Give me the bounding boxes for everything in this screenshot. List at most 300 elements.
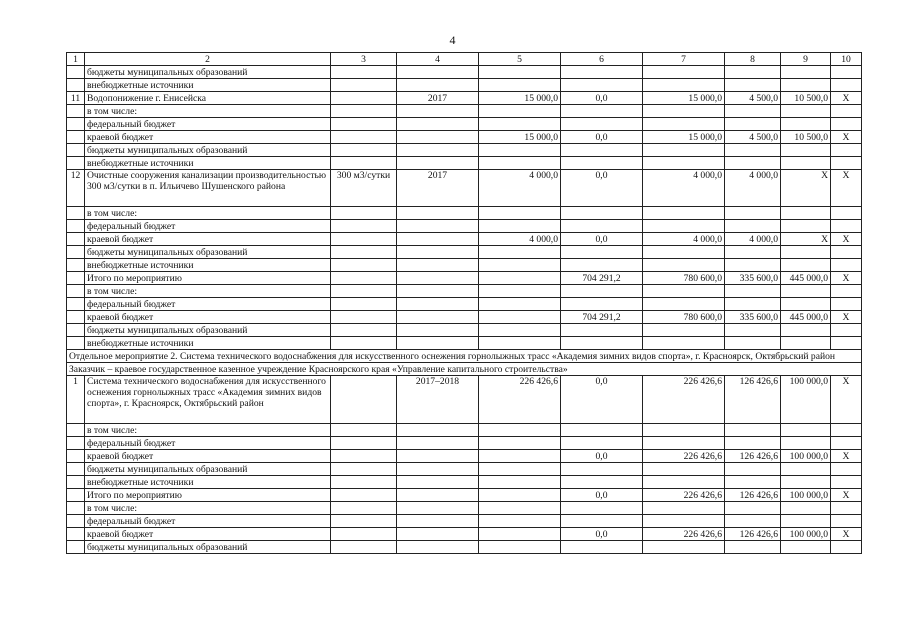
table-cell bbox=[561, 424, 643, 437]
table-cell: в том числе: bbox=[85, 105, 331, 118]
table-cell bbox=[67, 541, 85, 554]
table-cell: 15 000,0 bbox=[643, 131, 725, 144]
table-cell bbox=[781, 157, 831, 170]
table-cell bbox=[397, 437, 479, 450]
table-cell bbox=[781, 66, 831, 79]
table-cell bbox=[831, 437, 862, 450]
table-row bbox=[67, 450, 862, 463]
table-row bbox=[67, 311, 862, 324]
table-cell bbox=[781, 515, 831, 528]
table-cell bbox=[397, 528, 479, 541]
table-cell: 0,0 bbox=[561, 376, 643, 424]
table-cell: 10 500,0 bbox=[781, 131, 831, 144]
table-cell bbox=[67, 437, 85, 450]
table-cell: 126 426,6 bbox=[725, 376, 781, 424]
table-cell bbox=[397, 298, 479, 311]
table-cell: 126 426,6 bbox=[725, 528, 781, 541]
table-cell bbox=[397, 207, 479, 220]
table-cell: краевой бюджет bbox=[85, 528, 331, 541]
table-cell bbox=[397, 272, 479, 285]
table-row bbox=[67, 144, 862, 157]
table-cell bbox=[67, 79, 85, 92]
table-row bbox=[67, 131, 862, 144]
table-cell bbox=[479, 489, 561, 502]
table-cell: 4 500,0 bbox=[725, 131, 781, 144]
table-cell bbox=[561, 337, 643, 350]
table-cell bbox=[331, 79, 397, 92]
table-cell bbox=[331, 246, 397, 259]
table-cell bbox=[725, 118, 781, 131]
table-body bbox=[67, 53, 862, 554]
table-cell bbox=[643, 157, 725, 170]
table-cell bbox=[643, 541, 725, 554]
table-cell: 335 600,0 bbox=[725, 311, 781, 324]
section-title: Заказчик – краевое государственное казенное учреждение Красноярского края «Управление капитального строительства» bbox=[67, 363, 862, 376]
table-cell bbox=[397, 311, 479, 324]
table-cell bbox=[643, 79, 725, 92]
table-cell: краевой бюджет bbox=[85, 131, 331, 144]
table-cell bbox=[331, 541, 397, 554]
table-row bbox=[67, 170, 862, 207]
table-cell bbox=[643, 246, 725, 259]
table-cell: Х bbox=[831, 376, 862, 424]
table-cell bbox=[781, 324, 831, 337]
table-cell bbox=[397, 285, 479, 298]
table-cell bbox=[831, 220, 862, 233]
table-cell bbox=[561, 79, 643, 92]
table-cell bbox=[397, 502, 479, 515]
table-cell bbox=[67, 285, 85, 298]
table-cell bbox=[831, 259, 862, 272]
table-cell bbox=[643, 463, 725, 476]
table-cell: Х bbox=[831, 131, 862, 144]
table-row bbox=[67, 376, 862, 424]
table-cell: краевой бюджет bbox=[85, 233, 331, 246]
table-cell bbox=[479, 502, 561, 515]
table-cell bbox=[397, 131, 479, 144]
table-cell bbox=[397, 489, 479, 502]
table-cell: 10 500,0 bbox=[781, 92, 831, 105]
table-cell: Х bbox=[781, 170, 831, 207]
table-cell bbox=[479, 424, 561, 437]
table-cell: 0,0 bbox=[561, 131, 643, 144]
table-row bbox=[67, 259, 862, 272]
table-cell: Очистные сооружения канализации производительностью 300 м3/сутки в п. Ильичево Шушенского района bbox=[85, 170, 331, 207]
table-cell bbox=[479, 285, 561, 298]
table-cell bbox=[397, 337, 479, 350]
table-cell bbox=[331, 476, 397, 489]
table-cell: бюджеты муниципальных образований bbox=[85, 541, 331, 554]
table-cell bbox=[643, 285, 725, 298]
table-cell bbox=[561, 144, 643, 157]
table-cell: 780 600,0 bbox=[643, 272, 725, 285]
table-cell bbox=[831, 298, 862, 311]
table-cell bbox=[67, 157, 85, 170]
table-cell bbox=[643, 105, 725, 118]
table-cell bbox=[331, 233, 397, 246]
table-cell: внебюджетные источники bbox=[85, 337, 331, 350]
header-cell: 9 bbox=[781, 53, 831, 66]
section-row bbox=[67, 350, 862, 363]
table-cell bbox=[67, 528, 85, 541]
table-row bbox=[67, 502, 862, 515]
table-cell bbox=[479, 311, 561, 324]
table-cell bbox=[725, 79, 781, 92]
table-cell bbox=[643, 207, 725, 220]
table-cell bbox=[67, 233, 85, 246]
table-cell bbox=[561, 66, 643, 79]
table-cell bbox=[561, 285, 643, 298]
table-cell bbox=[67, 118, 85, 131]
table-cell: 2017–2018 bbox=[397, 376, 479, 424]
table-cell: Х bbox=[831, 233, 862, 246]
table-cell: федеральный бюджет bbox=[85, 298, 331, 311]
table-cell bbox=[781, 207, 831, 220]
table-cell bbox=[725, 476, 781, 489]
table-cell bbox=[331, 376, 397, 424]
table-cell bbox=[725, 66, 781, 79]
table-cell bbox=[725, 324, 781, 337]
table-cell bbox=[781, 79, 831, 92]
table-cell bbox=[479, 515, 561, 528]
table-cell: 0,0 bbox=[561, 489, 643, 502]
table-cell bbox=[67, 476, 85, 489]
table-cell: 780 600,0 bbox=[643, 311, 725, 324]
table-row bbox=[67, 220, 862, 233]
table-cell bbox=[67, 66, 85, 79]
table-cell bbox=[725, 207, 781, 220]
table-cell: 11 bbox=[67, 92, 85, 105]
table-cell: 4 000,0 bbox=[643, 233, 725, 246]
table-cell bbox=[561, 324, 643, 337]
table-cell bbox=[479, 337, 561, 350]
table-cell: Х bbox=[781, 233, 831, 246]
table-cell bbox=[643, 424, 725, 437]
table-cell bbox=[331, 118, 397, 131]
table-cell bbox=[781, 463, 831, 476]
table-cell bbox=[561, 259, 643, 272]
section-row bbox=[67, 363, 862, 376]
table-cell: внебюджетные источники bbox=[85, 476, 331, 489]
table-cell bbox=[725, 541, 781, 554]
table-cell bbox=[781, 105, 831, 118]
table-cell: краевой бюджет bbox=[85, 450, 331, 463]
table-cell bbox=[479, 476, 561, 489]
table-row bbox=[67, 528, 862, 541]
table-cell: краевой бюджет bbox=[85, 311, 331, 324]
table-cell bbox=[781, 144, 831, 157]
table-cell bbox=[831, 157, 862, 170]
table-cell: в том числе: bbox=[85, 207, 331, 220]
table-cell: внебюджетные источники bbox=[85, 79, 331, 92]
table-cell bbox=[479, 118, 561, 131]
table-cell: в том числе: bbox=[85, 502, 331, 515]
table-cell bbox=[67, 450, 85, 463]
table-cell: 15 000,0 bbox=[643, 92, 725, 105]
table-cell bbox=[781, 285, 831, 298]
table-cell bbox=[831, 515, 862, 528]
table-cell: Х bbox=[831, 311, 862, 324]
table-cell: бюджеты муниципальных образований bbox=[85, 324, 331, 337]
table-cell bbox=[331, 489, 397, 502]
table-cell: в том числе: bbox=[85, 424, 331, 437]
table-cell bbox=[725, 285, 781, 298]
table-cell bbox=[831, 424, 862, 437]
table-cell: 226 426,6 bbox=[643, 528, 725, 541]
table-cell: 0,0 bbox=[561, 233, 643, 246]
table-cell bbox=[397, 105, 479, 118]
table-row bbox=[67, 66, 862, 79]
table-cell: 100 000,0 bbox=[781, 450, 831, 463]
table-cell: 704 291,2 bbox=[561, 272, 643, 285]
table-cell bbox=[725, 463, 781, 476]
table-cell bbox=[331, 285, 397, 298]
header-cell: 5 bbox=[479, 53, 561, 66]
table-cell: 4 500,0 bbox=[725, 92, 781, 105]
table-cell: 100 000,0 bbox=[781, 489, 831, 502]
table-cell bbox=[67, 220, 85, 233]
table-cell bbox=[479, 298, 561, 311]
table-cell: внебюджетные источники bbox=[85, 259, 331, 272]
table-cell bbox=[643, 337, 725, 350]
table-cell bbox=[781, 541, 831, 554]
table-cell bbox=[643, 259, 725, 272]
table-cell bbox=[331, 437, 397, 450]
table-cell bbox=[331, 337, 397, 350]
table-cell bbox=[725, 515, 781, 528]
table-row bbox=[67, 79, 862, 92]
header-cell: 8 bbox=[725, 53, 781, 66]
table-cell: 15 000,0 bbox=[479, 92, 561, 105]
table-row bbox=[67, 157, 862, 170]
table-cell bbox=[479, 528, 561, 541]
table-cell: 0,0 bbox=[561, 170, 643, 207]
table-cell bbox=[331, 424, 397, 437]
table-cell bbox=[67, 337, 85, 350]
table-cell bbox=[67, 324, 85, 337]
table-cell: Х bbox=[831, 528, 862, 541]
table-cell bbox=[561, 220, 643, 233]
table-row bbox=[67, 515, 862, 528]
table-cell bbox=[397, 79, 479, 92]
table-cell bbox=[331, 528, 397, 541]
table-cell bbox=[331, 157, 397, 170]
table-cell bbox=[561, 437, 643, 450]
table-cell bbox=[725, 337, 781, 350]
table-cell bbox=[479, 220, 561, 233]
table-cell bbox=[479, 246, 561, 259]
table-cell bbox=[781, 259, 831, 272]
table-cell bbox=[479, 272, 561, 285]
table-cell bbox=[831, 285, 862, 298]
table-cell bbox=[781, 298, 831, 311]
table-cell bbox=[831, 476, 862, 489]
table-cell: Система технического водоснабжения для искусственного оснежения горнолыжных трасс «Академия зимних видов спорта», г. Красноярск, Октябрьский район bbox=[85, 376, 331, 424]
table-cell bbox=[479, 105, 561, 118]
table-cell bbox=[479, 324, 561, 337]
table-cell: внебюджетные источники bbox=[85, 157, 331, 170]
table-cell bbox=[725, 157, 781, 170]
table-cell bbox=[643, 437, 725, 450]
table-cell: 1 bbox=[67, 376, 85, 424]
table-cell: бюджеты муниципальных образований bbox=[85, 246, 331, 259]
table-cell: 2017 bbox=[397, 92, 479, 105]
table-cell: Итого по мероприятию bbox=[85, 272, 331, 285]
table-cell: 100 000,0 bbox=[781, 528, 831, 541]
table-cell bbox=[397, 463, 479, 476]
table-cell: Х bbox=[831, 489, 862, 502]
table-cell bbox=[67, 105, 85, 118]
table-cell bbox=[67, 272, 85, 285]
table-cell bbox=[397, 541, 479, 554]
table-cell bbox=[831, 541, 862, 554]
table-cell: федеральный бюджет bbox=[85, 437, 331, 450]
table-cell bbox=[831, 324, 862, 337]
header-cell: 6 bbox=[561, 53, 643, 66]
table-cell bbox=[397, 144, 479, 157]
table-cell bbox=[561, 463, 643, 476]
table-cell bbox=[725, 259, 781, 272]
table-cell bbox=[781, 220, 831, 233]
table-cell bbox=[643, 324, 725, 337]
table-cell: Х bbox=[831, 170, 862, 207]
table-cell bbox=[561, 157, 643, 170]
table-cell bbox=[479, 157, 561, 170]
table-cell: 300 м3/сутки bbox=[331, 170, 397, 207]
table-cell bbox=[479, 259, 561, 272]
table-cell bbox=[725, 298, 781, 311]
table-cell bbox=[561, 502, 643, 515]
table-cell: 4 000,0 bbox=[479, 233, 561, 246]
table-cell bbox=[331, 131, 397, 144]
table-cell bbox=[397, 450, 479, 463]
table-cell: 12 bbox=[67, 170, 85, 207]
table-cell bbox=[331, 105, 397, 118]
table-row bbox=[67, 272, 862, 285]
table-cell: 4 000,0 bbox=[725, 170, 781, 207]
table-cell bbox=[643, 515, 725, 528]
table-cell bbox=[643, 476, 725, 489]
table-cell bbox=[725, 144, 781, 157]
table-cell bbox=[67, 259, 85, 272]
table-cell bbox=[331, 66, 397, 79]
table-cell: 0,0 bbox=[561, 528, 643, 541]
table-cell bbox=[831, 502, 862, 515]
table-cell bbox=[331, 259, 397, 272]
table-cell bbox=[67, 246, 85, 259]
table-cell: Х bbox=[831, 92, 862, 105]
table-cell: 0,0 bbox=[561, 450, 643, 463]
table-cell bbox=[479, 144, 561, 157]
table-cell bbox=[331, 502, 397, 515]
header-row bbox=[67, 53, 862, 66]
table-row bbox=[67, 337, 862, 350]
table-cell bbox=[561, 246, 643, 259]
table-cell: 335 600,0 bbox=[725, 272, 781, 285]
table-cell bbox=[67, 424, 85, 437]
table-cell bbox=[331, 144, 397, 157]
table-cell bbox=[725, 502, 781, 515]
table-cell bbox=[561, 118, 643, 131]
table-cell: 226 426,6 bbox=[643, 376, 725, 424]
table-cell bbox=[643, 502, 725, 515]
table-cell bbox=[831, 463, 862, 476]
table-cell bbox=[67, 515, 85, 528]
table-cell bbox=[397, 476, 479, 489]
header-cell: 1 bbox=[67, 53, 85, 66]
table-cell: 4 000,0 bbox=[643, 170, 725, 207]
table-cell: бюджеты муниципальных образований bbox=[85, 144, 331, 157]
table-cell bbox=[479, 207, 561, 220]
header-cell: 2 bbox=[85, 53, 331, 66]
table-cell bbox=[397, 220, 479, 233]
table-cell bbox=[561, 298, 643, 311]
table-cell bbox=[479, 463, 561, 476]
table-cell: 15 000,0 bbox=[479, 131, 561, 144]
table-cell bbox=[397, 246, 479, 259]
budget-table bbox=[66, 52, 862, 554]
table-cell bbox=[725, 424, 781, 437]
table-row bbox=[67, 105, 862, 118]
table-row bbox=[67, 476, 862, 489]
table-cell bbox=[67, 144, 85, 157]
table-cell bbox=[331, 298, 397, 311]
table-cell bbox=[67, 311, 85, 324]
table-cell bbox=[643, 220, 725, 233]
header-cell: 10 bbox=[831, 53, 862, 66]
table-cell bbox=[831, 144, 862, 157]
table-cell bbox=[331, 207, 397, 220]
table-cell: 0,0 bbox=[561, 92, 643, 105]
table-cell bbox=[331, 450, 397, 463]
table-row bbox=[67, 246, 862, 259]
table-cell bbox=[331, 515, 397, 528]
table-cell bbox=[781, 246, 831, 259]
table-row bbox=[67, 489, 862, 502]
table-cell bbox=[561, 105, 643, 118]
table-cell bbox=[831, 246, 862, 259]
table-cell bbox=[397, 324, 479, 337]
table-cell: 100 000,0 bbox=[781, 376, 831, 424]
table-cell bbox=[397, 259, 479, 272]
table-cell bbox=[781, 118, 831, 131]
table-cell bbox=[831, 79, 862, 92]
table-cell: 445 000,0 bbox=[781, 272, 831, 285]
table-cell bbox=[781, 337, 831, 350]
table-cell bbox=[643, 144, 725, 157]
table-row bbox=[67, 324, 862, 337]
table-cell bbox=[67, 207, 85, 220]
table-cell bbox=[479, 437, 561, 450]
table-cell bbox=[561, 476, 643, 489]
table-row bbox=[67, 285, 862, 298]
table-cell: федеральный бюджет bbox=[85, 220, 331, 233]
header-cell: 4 bbox=[397, 53, 479, 66]
table-cell bbox=[397, 157, 479, 170]
table-cell bbox=[561, 207, 643, 220]
table-cell: Водопонижение г. Енисейска bbox=[85, 92, 331, 105]
table-cell: 226 426,6 bbox=[643, 489, 725, 502]
table-cell bbox=[643, 298, 725, 311]
table-cell bbox=[831, 337, 862, 350]
table-cell bbox=[479, 66, 561, 79]
table-cell bbox=[725, 105, 781, 118]
table-cell bbox=[397, 233, 479, 246]
table-cell bbox=[561, 515, 643, 528]
table-cell bbox=[67, 131, 85, 144]
table-row bbox=[67, 92, 862, 105]
table-cell bbox=[643, 66, 725, 79]
